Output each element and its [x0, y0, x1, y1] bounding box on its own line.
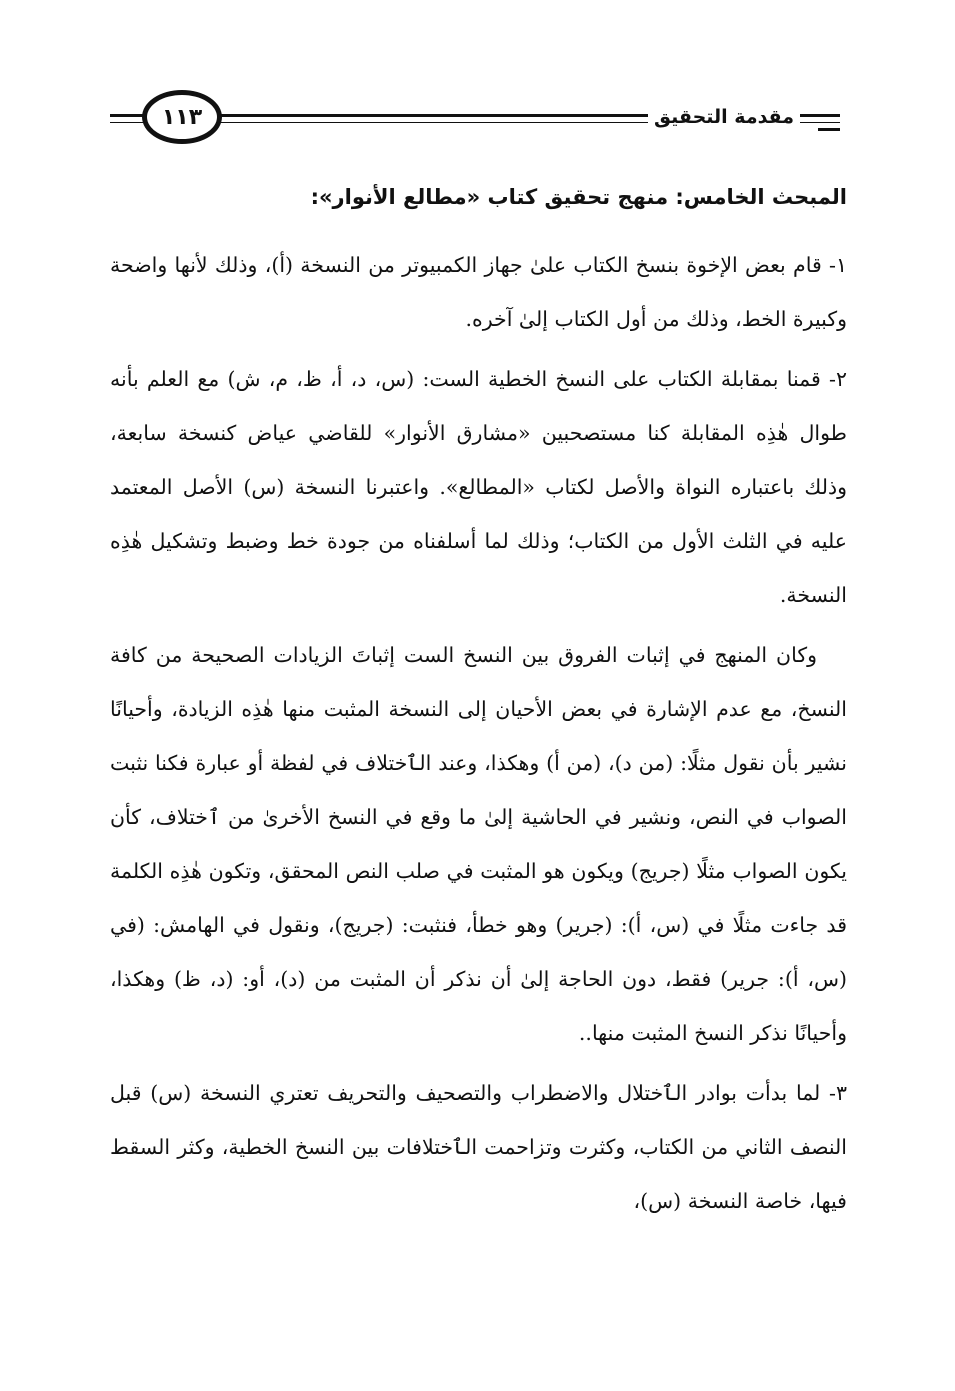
paragraph-3: وكان المنهج في إثبات الفروق بين النسخ الست إثباتَ الزيادات الصحيحة من كافة النسخ، مع عدم الإشارة في بعض الأحيان إلى النسخة المثبت منها هٰذِه الزيادة، وأحيانًا نشير بأن نقول مثلًا: (من د)، (من أ) وهكذا، وعند الٱختلاف في لفظة أو عبارة فكنا نثبت الصواب في النص، ونشير في الحاشية إلىٰ ما وقع في النسخ الأخرىٰ من ٱختلاف، كأن يكون الصواب مثلًا (جريج) ويكون هو المثبت في صلب النص المحقق، وتكون هٰذِه الكلمة قد جاءت مثلًا في (س، أ): (جرير) وهو خطأ، فنثبت: (جريج)، ونقول في الهامش: (في (س، أ): جرير) فقط، دون الحاجة إلىٰ أن نذكر أن المثبت من (د)، أو: (د، ظ) وهكذا، وأحيانًا نذكر النسخ المثبت منها.. — [110, 643, 847, 1045]
running-title: مقدمة التحقيق — [648, 106, 800, 128]
section-title: المبحث الخامس: منهج تحقيق كتاب «مطالع الأنوار»: — [310, 185, 847, 209]
page-number: ١١٣ — [161, 104, 203, 130]
paragraph-1: ١- قام بعض الإخوة بنسخ الكتاب علىٰ جهاز الكمبيوتر من النسخة (أ)، وذلك لأنها واضحة وكبيرة الخط، وذلك من أول الكتاب إلىٰ آخره. — [110, 253, 847, 331]
page-header — [110, 78, 840, 178]
page-number-badge — [142, 90, 222, 144]
page-body — [110, 178, 847, 1234]
paragraph-4: ٣- لما بدأت بوادر الٱختلال والاضطراب والتصحيف والتحريف تعتري النسخة (س) قبل النصف الثاني من الكتاب، وكثرت وتزاحمت الٱختلافات بين النسخ الخطية، وكثر السقط فيها، خاصة النسخة (س)، — [110, 1081, 847, 1213]
paragraph-2: ٢- قمنا بمقابلة الكتاب على النسخ الخطية الست: (س، د، أ، ظ، م، ش) مع العلم بأنه طوال هٰذِه المقابلة كنا مستصحبين «مشارق الأنوار» للقاضي عياض كنسخة سابعة، وذلك باعتباره النواة والأصل لكتاب «المطالع». واعتبرنا النسخة (س) الأصل المعتمد عليه في الثلث الأول من الكتاب؛ وذلك لما أسلفناه من جودة خط وضبط وتشكيل هٰذِه النسخة. — [110, 367, 847, 607]
header-rule-right-accent — [818, 128, 840, 131]
